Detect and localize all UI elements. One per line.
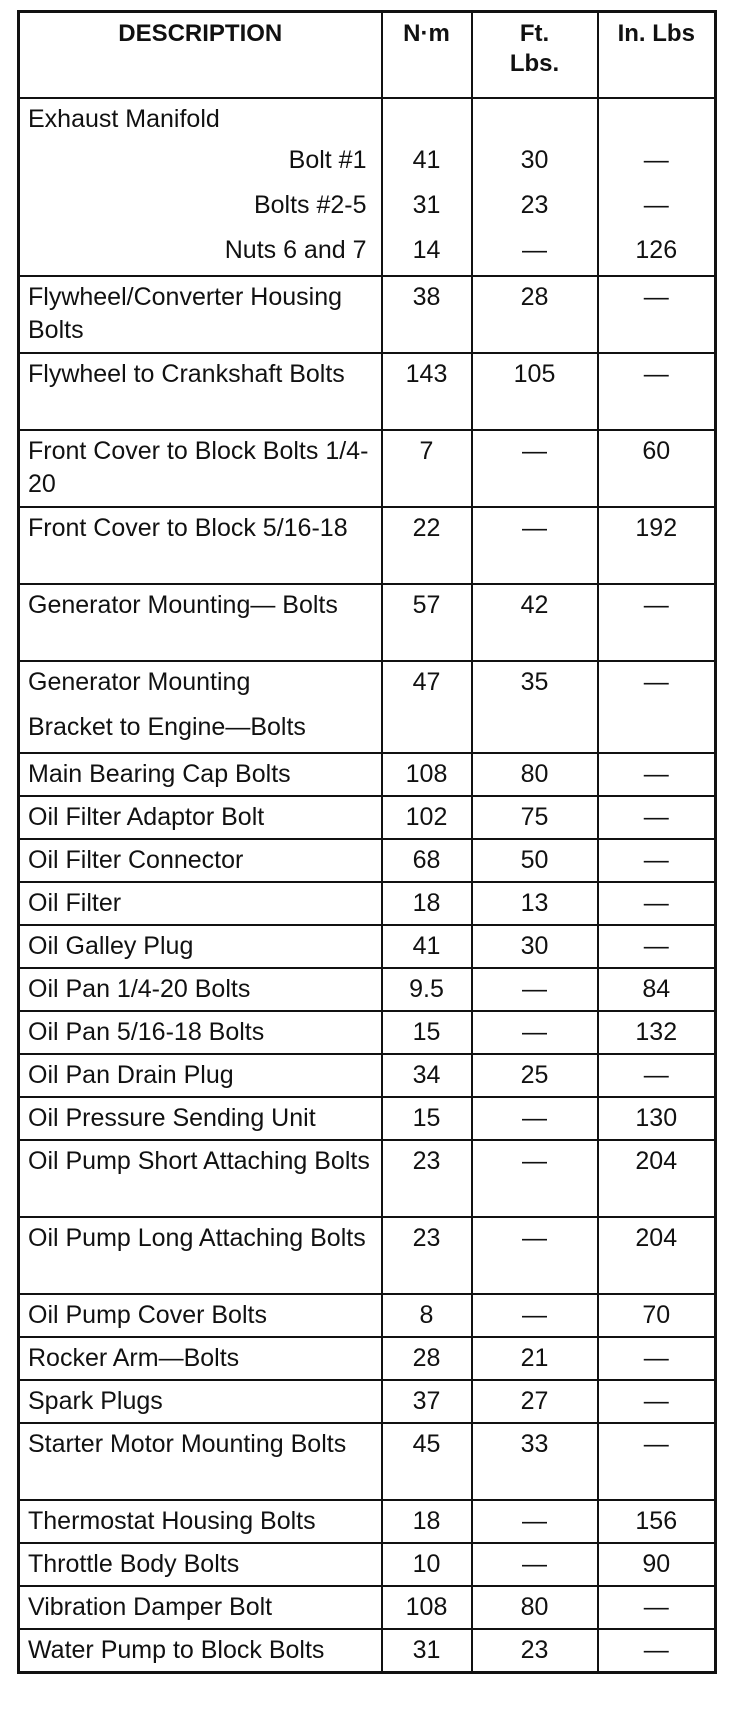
row-description: Oil Pump Short Attaching Bolts xyxy=(19,1140,382,1217)
empty-cell xyxy=(598,98,716,140)
row-description: Oil Pan 5/16-18 Bolts xyxy=(19,1011,382,1054)
ft-lbs-value: 30 xyxy=(472,925,598,968)
table-row xyxy=(19,1380,716,1423)
in-lbs-value: — xyxy=(598,1337,716,1380)
ft-lbs-value: — xyxy=(472,1500,598,1543)
ft-lbs-value: 13 xyxy=(472,882,598,925)
ft-lbs-value: 30 xyxy=(472,140,598,185)
nm-value: 10 xyxy=(382,1543,472,1586)
row-description: Main Bearing Cap Bolts xyxy=(19,753,382,796)
row-description-line1: Generator Mounting xyxy=(19,661,382,707)
nm-value: 57 xyxy=(382,584,472,661)
row-description: Front Cover to Block Bolts 1/4-20 xyxy=(19,430,382,507)
row-description: Oil Filter Connector xyxy=(19,839,382,882)
ft-lbs-value: 28 xyxy=(472,276,598,353)
table-row xyxy=(19,1097,716,1140)
table-row xyxy=(19,1337,716,1380)
ft-lbs-value: — xyxy=(472,230,598,276)
ft-lbs-value: 105 xyxy=(472,353,598,430)
header-ft-lbs: Ft. Lbs. xyxy=(472,12,598,99)
in-lbs-value: 60 xyxy=(598,430,716,507)
nm-value: 68 xyxy=(382,839,472,882)
ft-lbs-value: — xyxy=(472,1217,598,1294)
row-description: Oil Galley Plug xyxy=(19,925,382,968)
ft-lbs-value: — xyxy=(472,430,598,507)
sub-row xyxy=(19,230,716,276)
in-lbs-value: 132 xyxy=(598,1011,716,1054)
table-row xyxy=(19,1011,716,1054)
nm-value: 108 xyxy=(382,1586,472,1629)
in-lbs-value: — xyxy=(598,1423,716,1500)
in-lbs-value: — xyxy=(598,1380,716,1423)
row-description: Starter Motor Mounting Bolts xyxy=(19,1423,382,1500)
empty-cell xyxy=(382,98,472,140)
table-row xyxy=(19,507,716,584)
ft-lbs-value: — xyxy=(472,968,598,1011)
in-lbs-value: — xyxy=(598,839,716,882)
ft-lbs-value: 80 xyxy=(472,753,598,796)
table-row xyxy=(19,1500,716,1543)
ft-lbs-value: 50 xyxy=(472,839,598,882)
table-row xyxy=(19,1140,716,1217)
nm-value: 8 xyxy=(382,1294,472,1337)
ft-lbs-value: 75 xyxy=(472,796,598,839)
sub-description: Bolts #2-5 xyxy=(19,185,382,230)
table-row xyxy=(19,796,716,839)
ft-lbs-value: — xyxy=(472,1097,598,1140)
nm-value: 28 xyxy=(382,1337,472,1380)
table-row xyxy=(19,839,716,882)
row-description: Throttle Body Bolts xyxy=(19,1543,382,1586)
in-lbs-value: 90 xyxy=(598,1543,716,1586)
table-row xyxy=(19,968,716,1011)
row-description: Thermostat Housing Bolts xyxy=(19,1500,382,1543)
table-row xyxy=(19,1423,716,1500)
row-description: Generator Mounting— Bolts xyxy=(19,584,382,661)
in-lbs-value: — xyxy=(598,1054,716,1097)
in-lbs-value: — xyxy=(598,276,716,353)
table-row xyxy=(19,276,716,353)
in-lbs-value: 156 xyxy=(598,1500,716,1543)
in-lbs-value: — xyxy=(598,140,716,185)
nm-value: 7 xyxy=(382,430,472,507)
in-lbs-value: — xyxy=(598,185,716,230)
header-nm: N·m xyxy=(382,12,472,99)
nm-value: 23 xyxy=(382,1140,472,1217)
ft-lbs-value: — xyxy=(472,1140,598,1217)
row-description: Rocker Arm—Bolts xyxy=(19,1337,382,1380)
nm-value: 108 xyxy=(382,753,472,796)
ft-lbs-value: 23 xyxy=(472,1629,598,1673)
sub-description: Nuts 6 and 7 xyxy=(19,230,382,276)
ft-lbs-value: — xyxy=(472,1543,598,1586)
nm-value: 37 xyxy=(382,1380,472,1423)
ft-lbs-value: 21 xyxy=(472,1337,598,1380)
ft-lbs-value: — xyxy=(472,1011,598,1054)
nm-value: 14 xyxy=(382,230,472,276)
nm-value: 143 xyxy=(382,353,472,430)
in-lbs-value: — xyxy=(598,753,716,796)
table-row xyxy=(19,661,716,707)
group-header-exhaust-manifold xyxy=(19,98,716,140)
ft-lbs-value: 33 xyxy=(472,1423,598,1500)
row-description: Oil Pressure Sending Unit xyxy=(19,1097,382,1140)
row-description: Spark Plugs xyxy=(19,1380,382,1423)
nm-value: 18 xyxy=(382,882,472,925)
nm-value: 45 xyxy=(382,1423,472,1500)
nm-value: 41 xyxy=(382,140,472,185)
in-lbs-value: 204 xyxy=(598,1217,716,1294)
nm-value: 22 xyxy=(382,507,472,584)
in-lbs-value: 204 xyxy=(598,1140,716,1217)
nm-value: 31 xyxy=(382,185,472,230)
nm-value: 15 xyxy=(382,1011,472,1054)
row-description: Vibration Damper Bolt xyxy=(19,1586,382,1629)
nm-value: 38 xyxy=(382,276,472,353)
sub-row xyxy=(19,140,716,185)
header-description: DESCRIPTION xyxy=(19,12,382,99)
row-description: Oil Pan 1/4-20 Bolts xyxy=(19,968,382,1011)
empty-cell xyxy=(382,707,472,753)
row-description: Oil Pump Long Attaching Bolts xyxy=(19,1217,382,1294)
table-row xyxy=(19,1217,716,1294)
row-description: Oil Filter xyxy=(19,882,382,925)
in-lbs-value: — xyxy=(598,1586,716,1629)
in-lbs-value: — xyxy=(598,584,716,661)
table-row xyxy=(19,753,716,796)
in-lbs-value: — xyxy=(598,796,716,839)
nm-value: 23 xyxy=(382,1217,472,1294)
sub-description: Bolt #1 xyxy=(19,140,382,185)
ft-lbs-value: 80 xyxy=(472,1586,598,1629)
row-description: Oil Pan Drain Plug xyxy=(19,1054,382,1097)
ft-lbs-value: 35 xyxy=(472,661,598,707)
row-description: Water Pump to Block Bolts xyxy=(19,1629,382,1673)
table-row-continuation xyxy=(19,707,716,753)
table-row xyxy=(19,584,716,661)
empty-cell xyxy=(472,707,598,753)
nm-value: 47 xyxy=(382,661,472,707)
header-row xyxy=(19,12,716,99)
in-lbs-value: — xyxy=(598,661,716,707)
nm-value: 18 xyxy=(382,1500,472,1543)
nm-value: 102 xyxy=(382,796,472,839)
row-description: Oil Filter Adaptor Bolt xyxy=(19,796,382,839)
ft-lbs-value: 27 xyxy=(472,1380,598,1423)
ft-lbs-value: 23 xyxy=(472,185,598,230)
in-lbs-value: 192 xyxy=(598,507,716,584)
torque-spec-table xyxy=(17,10,717,1674)
in-lbs-value: — xyxy=(598,925,716,968)
ft-lbs-value: 25 xyxy=(472,1054,598,1097)
nm-value: 34 xyxy=(382,1054,472,1097)
nm-value: 9.5 xyxy=(382,968,472,1011)
empty-cell xyxy=(598,707,716,753)
nm-value: 15 xyxy=(382,1097,472,1140)
ft-lbs-value: — xyxy=(472,1294,598,1337)
table-row xyxy=(19,1054,716,1097)
in-lbs-value: 70 xyxy=(598,1294,716,1337)
in-lbs-value: — xyxy=(598,1629,716,1673)
in-lbs-value: 84 xyxy=(598,968,716,1011)
nm-value: 31 xyxy=(382,1629,472,1673)
empty-cell xyxy=(472,98,598,140)
row-description: Flywheel to Crankshaft Bolts xyxy=(19,353,382,430)
table-row xyxy=(19,1586,716,1629)
nm-value: 41 xyxy=(382,925,472,968)
table-row xyxy=(19,1543,716,1586)
in-lbs-value: 130 xyxy=(598,1097,716,1140)
in-lbs-value: — xyxy=(598,353,716,430)
group-label: Exhaust Manifold xyxy=(19,98,382,140)
table-row xyxy=(19,1294,716,1337)
table-row xyxy=(19,925,716,968)
row-description-line2: Bracket to Engine—Bolts xyxy=(19,707,382,753)
table-row xyxy=(19,882,716,925)
table-row xyxy=(19,353,716,430)
in-lbs-value: 126 xyxy=(598,230,716,276)
ft-lbs-value: 42 xyxy=(472,584,598,661)
in-lbs-value: — xyxy=(598,882,716,925)
row-description: Oil Pump Cover Bolts xyxy=(19,1294,382,1337)
ft-lbs-value: — xyxy=(472,507,598,584)
table-row xyxy=(19,1629,716,1673)
table-row xyxy=(19,430,716,507)
header-in-lbs: In. Lbs xyxy=(598,12,716,99)
row-description: Front Cover to Block 5/16-18 xyxy=(19,507,382,584)
sub-row xyxy=(19,185,716,230)
row-description: Flywheel/Converter Housing Bolts xyxy=(19,276,382,353)
